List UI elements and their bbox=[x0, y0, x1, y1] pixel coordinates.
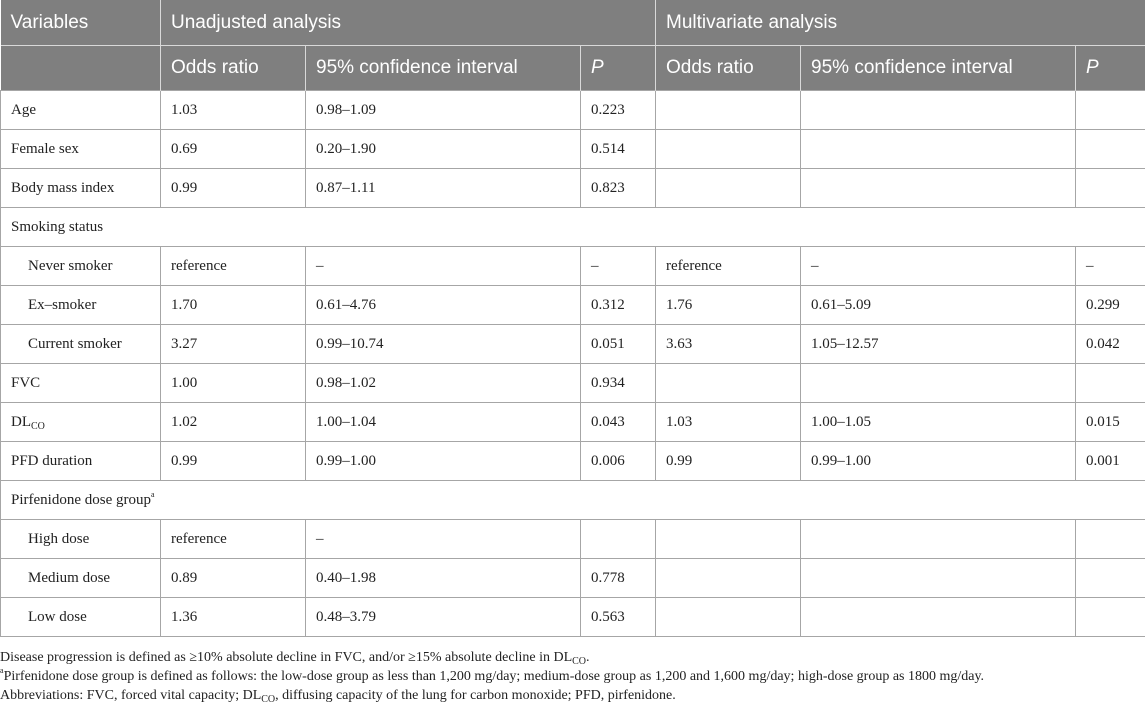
cell-p-multivariate bbox=[1076, 130, 1145, 169]
table-row-high-dose bbox=[1, 520, 1145, 559]
cell-p-unadjusted: 0.043 bbox=[581, 403, 656, 442]
cell-p-multivariate bbox=[1076, 91, 1145, 130]
cell-ci-multivariate bbox=[801, 169, 1076, 208]
cell-or-unadjusted: reference bbox=[161, 520, 306, 559]
table-row-age bbox=[1, 91, 1145, 130]
footnote-subscript: CO bbox=[572, 656, 587, 667]
cell-or-multivariate bbox=[656, 559, 801, 598]
cell-p-unadjusted: 0.778 bbox=[581, 559, 656, 598]
table-row-ex-smoker bbox=[1, 286, 1145, 325]
cell-ci-multivariate: 0.61–5.09 bbox=[801, 286, 1076, 325]
cell-or-multivariate bbox=[656, 169, 801, 208]
cell-or-unadjusted: 1.03 bbox=[161, 91, 306, 130]
cell-p-multivariate: 0.042 bbox=[1076, 325, 1145, 364]
cell-or-unadjusted: 3.27 bbox=[161, 325, 306, 364]
row-label: FVC bbox=[1, 364, 161, 403]
header-p-multivariate: P bbox=[1076, 46, 1145, 91]
cell-ci-unadjusted: 0.99–10.74 bbox=[306, 325, 581, 364]
cell-ci-multivariate bbox=[801, 559, 1076, 598]
table-footnotes bbox=[0, 648, 1145, 705]
header-empty-cell bbox=[1, 46, 161, 91]
header-unadjusted-analysis: Unadjusted analysis bbox=[161, 0, 656, 46]
cell-p-multivariate: 0.015 bbox=[1076, 403, 1145, 442]
cell-ci-unadjusted: 0.98–1.09 bbox=[306, 91, 581, 130]
cell-ci-unadjusted: 1.00–1.04 bbox=[306, 403, 581, 442]
cell-ci-multivariate bbox=[801, 520, 1076, 559]
cell-ci-unadjusted: 0.61–4.76 bbox=[306, 286, 581, 325]
footnote-text-end: . bbox=[586, 650, 590, 665]
footnote-text-end: , diffusing capacity of the lung for carbon monoxide; PFD, pirfenidone. bbox=[275, 688, 676, 703]
cell-or-unadjusted: 1.00 bbox=[161, 364, 306, 403]
header-ci-multivariate: 95% confidence interval bbox=[801, 46, 1076, 91]
cell-or-unadjusted: 1.02 bbox=[161, 403, 306, 442]
header-ci-unadjusted: 95% confidence interval bbox=[306, 46, 581, 91]
table-row-pfd-duration bbox=[1, 442, 1145, 481]
cell-ci-unadjusted: 0.87–1.11 bbox=[306, 169, 581, 208]
cell-p-multivariate bbox=[1076, 364, 1145, 403]
row-label: Never smoker bbox=[1, 247, 161, 286]
table-row-low-dose bbox=[1, 598, 1145, 637]
cell-p-unadjusted: 0.312 bbox=[581, 286, 656, 325]
footnote-abbreviations bbox=[0, 686, 1145, 705]
cell-ci-multivariate: 1.05–12.57 bbox=[801, 325, 1076, 364]
table-row-never-smoker bbox=[1, 247, 1145, 286]
row-label: Age bbox=[1, 91, 161, 130]
cell-p-multivariate: – bbox=[1076, 247, 1145, 286]
cell-ci-multivariate bbox=[801, 364, 1076, 403]
footnote-marker: a bbox=[150, 489, 155, 499]
section-label-dose-group bbox=[1, 481, 1145, 520]
footnote-dose-group bbox=[0, 667, 1145, 686]
row-label: Medium dose bbox=[1, 559, 161, 598]
row-label: Body mass index bbox=[1, 169, 161, 208]
header-variables: Variables bbox=[1, 0, 161, 46]
row-label: Low dose bbox=[1, 598, 161, 637]
row-label: High dose bbox=[1, 520, 161, 559]
row-label: Ex–smoker bbox=[1, 286, 161, 325]
footnote-text: Disease progression is defined as ≥10% absolute decline in FVC, and/or ≥15% absolute decline in DL bbox=[0, 650, 573, 665]
table-header bbox=[1, 0, 1145, 91]
cell-p-unadjusted: – bbox=[581, 247, 656, 286]
section-label-text: Pirfenidone dose group bbox=[11, 491, 151, 508]
cell-ci-unadjusted: 0.40–1.98 bbox=[306, 559, 581, 598]
header-odds-ratio-multivariate: Odds ratio bbox=[656, 46, 801, 91]
footnote-text: Abbreviations: FVC, forced vital capacity; DL bbox=[0, 688, 262, 703]
header-multivariate-analysis: Multivariate analysis bbox=[656, 0, 1145, 46]
cell-or-unadjusted: reference bbox=[161, 247, 306, 286]
header-p-unadjusted: P bbox=[581, 46, 656, 91]
table-row-medium-dose bbox=[1, 559, 1145, 598]
row-label: PFD duration bbox=[1, 442, 161, 481]
table-row-smoking-status-section bbox=[1, 208, 1145, 247]
cell-p-unadjusted: 0.514 bbox=[581, 130, 656, 169]
table-row-current-smoker bbox=[1, 325, 1145, 364]
cell-or-unadjusted: 1.36 bbox=[161, 598, 306, 637]
table-row-fvc bbox=[1, 364, 1145, 403]
footnote-marker: a bbox=[0, 666, 4, 675]
cell-ci-unadjusted: – bbox=[306, 247, 581, 286]
cell-p-multivariate bbox=[1076, 169, 1145, 208]
footnote-subscript: CO bbox=[261, 694, 276, 705]
cell-p-unadjusted: 0.051 bbox=[581, 325, 656, 364]
cell-or-multivariate: 0.99 bbox=[656, 442, 801, 481]
cell-or-unadjusted: 1.70 bbox=[161, 286, 306, 325]
cell-or-unadjusted: 0.99 bbox=[161, 442, 306, 481]
cell-or-multivariate bbox=[656, 130, 801, 169]
header-odds-ratio-unadjusted: Odds ratio bbox=[161, 46, 306, 91]
cell-or-unadjusted: 0.99 bbox=[161, 169, 306, 208]
table-body bbox=[1, 91, 1145, 637]
cell-or-multivariate bbox=[656, 598, 801, 637]
cell-or-multivariate: 1.76 bbox=[656, 286, 801, 325]
cell-ci-multivariate: 1.00–1.05 bbox=[801, 403, 1076, 442]
cell-p-unadjusted: 0.563 bbox=[581, 598, 656, 637]
cell-or-multivariate bbox=[656, 520, 801, 559]
table-row-dlco bbox=[1, 403, 1145, 442]
section-label-smoking-status: Smoking status bbox=[1, 208, 1145, 247]
table-row-female-sex bbox=[1, 130, 1145, 169]
cell-p-unadjusted: 0.006 bbox=[581, 442, 656, 481]
row-label: Current smoker bbox=[1, 325, 161, 364]
cell-or-multivariate bbox=[656, 364, 801, 403]
cell-p-multivariate bbox=[1076, 559, 1145, 598]
cell-p-multivariate: 0.299 bbox=[1076, 286, 1145, 325]
header-row-groups bbox=[1, 0, 1145, 46]
cell-ci-unadjusted: 0.48–3.79 bbox=[306, 598, 581, 637]
cell-or-multivariate: 1.03 bbox=[656, 403, 801, 442]
cell-p-unadjusted: 0.823 bbox=[581, 169, 656, 208]
cell-p-unadjusted: 0.934 bbox=[581, 364, 656, 403]
table-row-bmi bbox=[1, 169, 1145, 208]
cell-or-multivariate: 3.63 bbox=[656, 325, 801, 364]
row-label-subscript: CO bbox=[31, 420, 45, 432]
cell-ci-multivariate bbox=[801, 598, 1076, 637]
cell-p-unadjusted bbox=[581, 520, 656, 559]
footnote-disease-progression bbox=[0, 648, 1145, 667]
cell-or-unadjusted: 0.89 bbox=[161, 559, 306, 598]
row-label-main: DL bbox=[11, 413, 31, 430]
cell-ci-multivariate: 0.99–1.00 bbox=[801, 442, 1076, 481]
cell-ci-unadjusted: 0.98–1.02 bbox=[306, 364, 581, 403]
row-label bbox=[1, 403, 161, 442]
cell-ci-unadjusted: – bbox=[306, 520, 581, 559]
cell-or-unadjusted: 0.69 bbox=[161, 130, 306, 169]
table-row-dose-group-section bbox=[1, 481, 1145, 520]
footnote-text: Pirfenidone dose group is defined as follows: the low-dose group as less than 1,200 mg/day; medium-dose group as 1,200 and 1,600 mg/day; high-dose group as 1800 mg/day. bbox=[3, 669, 985, 684]
header-row-columns bbox=[1, 46, 1145, 91]
cell-p-multivariate: 0.001 bbox=[1076, 442, 1145, 481]
row-label: Female sex bbox=[1, 130, 161, 169]
cell-ci-multivariate bbox=[801, 130, 1076, 169]
cell-ci-multivariate: – bbox=[801, 247, 1076, 286]
cell-p-unadjusted: 0.223 bbox=[581, 91, 656, 130]
cell-or-multivariate: reference bbox=[656, 247, 801, 286]
cell-ci-unadjusted: 0.99–1.00 bbox=[306, 442, 581, 481]
cell-p-multivariate bbox=[1076, 598, 1145, 637]
cell-ci-unadjusted: 0.20–1.90 bbox=[306, 130, 581, 169]
cell-p-multivariate bbox=[1076, 520, 1145, 559]
cell-or-multivariate bbox=[656, 91, 801, 130]
cell-ci-multivariate bbox=[801, 91, 1076, 130]
